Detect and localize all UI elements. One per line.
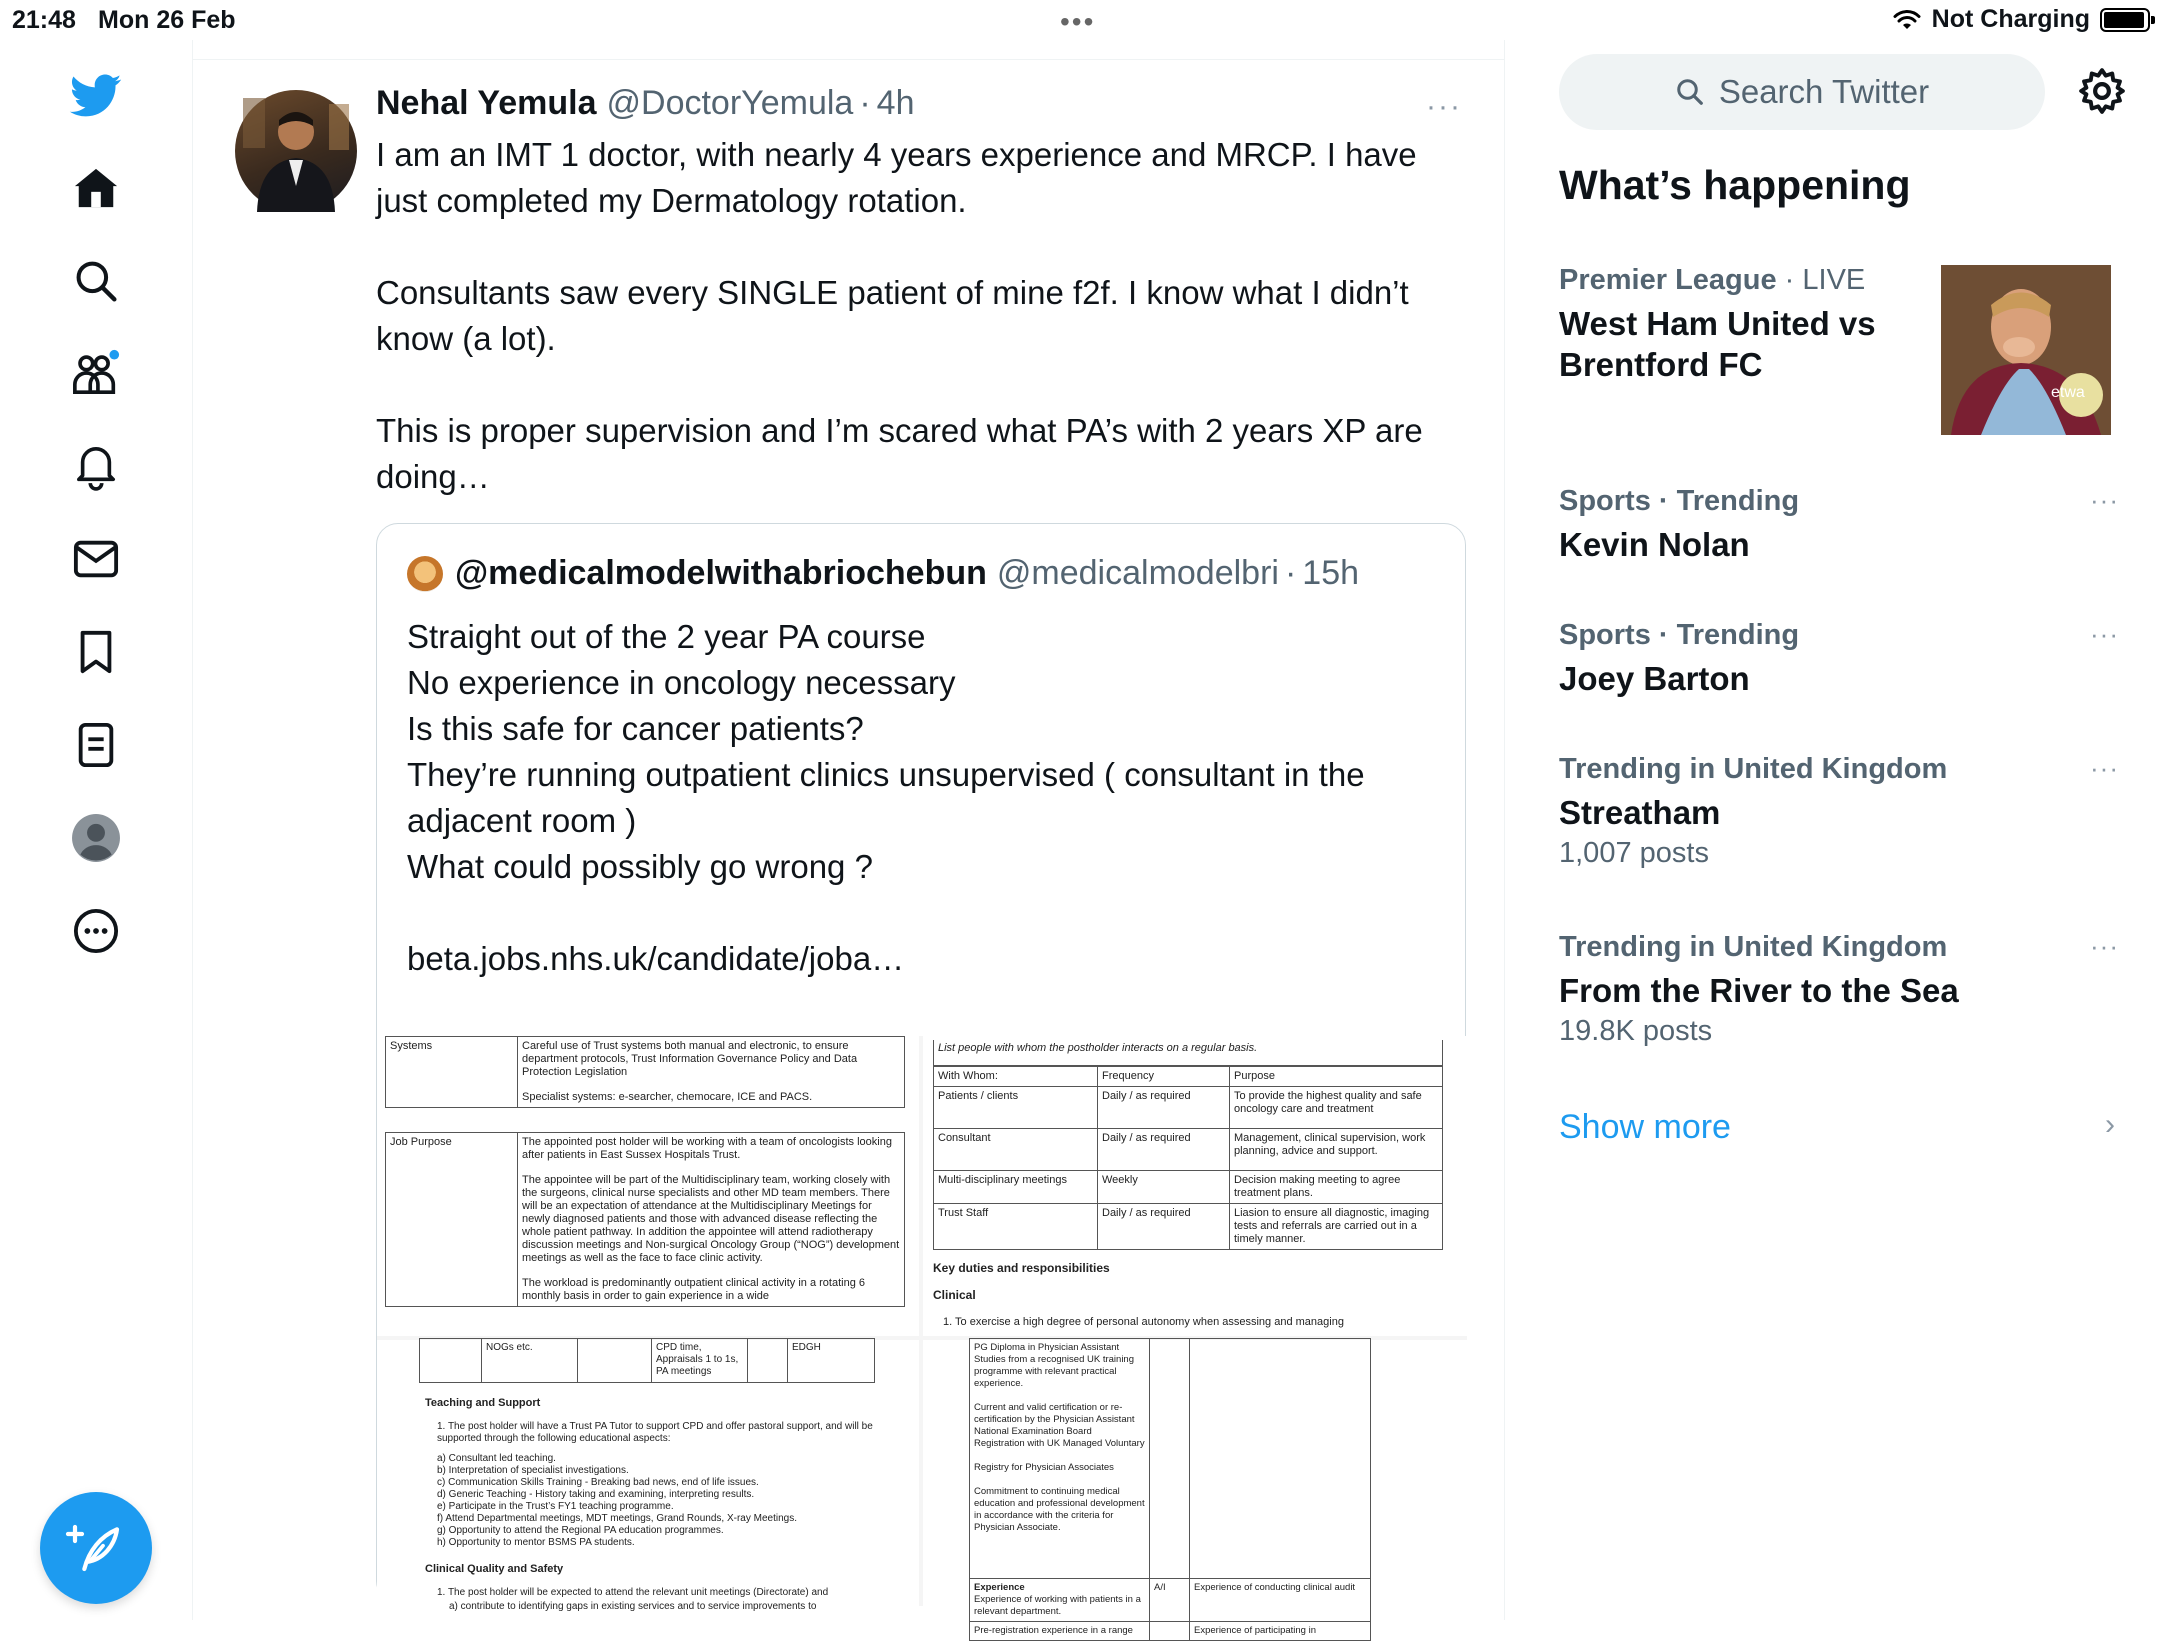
doc-list-item: e) Participate in the Trust’s FY1 teaching programme. bbox=[437, 1501, 674, 1512]
trend-title: From the River to the Sea bbox=[1559, 972, 1959, 1009]
right-sidebar bbox=[1505, 40, 2160, 1620]
doc-text: Current and valid certification or re-certification by the Physician Assistant National Examination Board Registration with UK Managed Voluntary bbox=[974, 1402, 1145, 1449]
live-badge: LIVE bbox=[1802, 264, 1866, 296]
quoted-author-name[interactable]: @medicalmodelwithabriochebun bbox=[455, 554, 987, 592]
doc-heading: Clinical Quality and Safety bbox=[425, 1563, 564, 1575]
quoted-tweet-timestamp[interactable]: 15h bbox=[1302, 554, 1360, 592]
author-name[interactable]: Nehal Yemula bbox=[376, 84, 597, 122]
doc-list-item: b) Interpretation of specialist investigations. bbox=[437, 1465, 629, 1476]
doc-list-item: c) Communication Skills Training - Breaking bad news, end of life issues. bbox=[437, 1477, 759, 1488]
multitasking-dots[interactable]: ••• bbox=[1060, 6, 1096, 37]
quoted-tweet-text bbox=[407, 614, 1447, 982]
quoted-line: They’re running outpatient clinics unsupervised ( consultant in the adjacent room ) bbox=[407, 756, 1365, 839]
quoted-author-handle[interactable]: @medicalmodelbri bbox=[996, 554, 1279, 592]
tweet-more-icon[interactable]: ··· bbox=[1426, 90, 1462, 123]
doc-list-item: h) Opportunity to mentor BSMS PA students. bbox=[437, 1537, 635, 1548]
trend-more-icon[interactable]: ··· bbox=[2090, 485, 2119, 515]
trend-title: Kevin Nolan bbox=[1559, 526, 1750, 563]
profile-avatar-icon[interactable] bbox=[66, 808, 126, 868]
whats-happening-title: What’s happening bbox=[1559, 162, 1911, 208]
doc-cell: To provide the highest quality and safe oncology care and treatment bbox=[1230, 1087, 1443, 1129]
author-avatar[interactable] bbox=[235, 90, 357, 212]
doc-list-item: d) Generic Teaching - History taking and examining, interpreting results. bbox=[437, 1489, 755, 1500]
separator-dot: · bbox=[859, 84, 871, 122]
status-time: 21:48 bbox=[12, 6, 76, 34]
doc-text: Specialist systems: e-searcher, chemocare, ICE and PACS. bbox=[522, 1091, 813, 1103]
doc-cell: Experience of participating in bbox=[1190, 1622, 1371, 1641]
doc-cell: Daily / as required bbox=[1098, 1204, 1230, 1250]
trend-title: Streatham bbox=[1559, 794, 1721, 831]
bookmarks-icon[interactable] bbox=[66, 622, 126, 682]
doc-heading: Key duties and responsibilities bbox=[933, 1261, 1110, 1275]
chevron-right-icon: › bbox=[2105, 1108, 2115, 1141]
notifications-bell-icon[interactable] bbox=[66, 436, 126, 496]
more-options-icon[interactable] bbox=[66, 901, 126, 961]
search-icon bbox=[1675, 77, 1705, 107]
trend-post-count: 1,007 posts bbox=[1559, 837, 1709, 869]
doc-cell: Management, clinical supervision, work planning, advice and support. bbox=[1230, 1129, 1443, 1171]
trend-image[interactable] bbox=[1941, 265, 2111, 435]
trend-post-count: 19.8K posts bbox=[1559, 1015, 1713, 1047]
settings-gear-icon[interactable] bbox=[2077, 66, 2127, 116]
doc-text: Commitment to continuing medical education and professional development in accordance with the criteria for Physician Associate. bbox=[974, 1486, 1145, 1533]
doc-text: 1. The post holder will have a Trust PA Tutor to support CPD and offer pastoral support, and will be supported through the following educational aspects: bbox=[437, 1421, 873, 1444]
doc-heading: Teaching and Support bbox=[425, 1397, 541, 1409]
trend-item[interactable] bbox=[1559, 931, 2119, 1048]
tweet-paragraph: Consultants saw every SINGLE patient of mine f2f. I know what I didn’t know (a lot). bbox=[376, 274, 1409, 357]
doc-cell: Consultant bbox=[934, 1129, 1098, 1171]
doc-cell: Job Purpose bbox=[386, 1133, 518, 1307]
quoted-line: Is this safe for cancer patients? bbox=[407, 710, 864, 747]
trend-meta: Trending in United Kingdom bbox=[1559, 931, 1948, 963]
separator-dot: · bbox=[1284, 554, 1297, 592]
quoted-line: No experience in oncology necessary bbox=[407, 664, 956, 701]
doc-text: 1. The post holder will be expected to attend the relevant unit meetings (Directorate) and bbox=[437, 1587, 829, 1598]
doc-cell: Pre-registration experience in a range bbox=[970, 1622, 1150, 1641]
doc-cell bbox=[518, 1037, 905, 1108]
media-image-1[interactable] bbox=[377, 1036, 919, 1336]
media-image-2[interactable] bbox=[923, 1036, 1467, 1336]
doc-text: Registry for Physician Associates bbox=[974, 1462, 1114, 1473]
doc-text: The appointed post holder will be working with a team of oncologists looking after patients in East Sussex Hospitals Trust. bbox=[522, 1136, 892, 1161]
doc-text: a) contribute to identifying gaps in existing services and to service improvements to bbox=[449, 1601, 817, 1612]
doc-list-item: a) Consultant led teaching. bbox=[437, 1453, 556, 1464]
timeline-column bbox=[193, 40, 1505, 1636]
quoted-author-avatar[interactable] bbox=[407, 556, 443, 592]
doc-cell: Liasion to ensure all diagnostic, imaging tests and referrals are carried out in a timely manner. bbox=[1230, 1204, 1443, 1250]
quoted-line: What could possibly go wrong ? bbox=[407, 848, 873, 885]
trend-item[interactable] bbox=[1559, 485, 2119, 565]
trend-item[interactable] bbox=[1559, 619, 2119, 699]
doc-cell: Patients / clients bbox=[934, 1087, 1098, 1129]
tweet-paragraph: This is proper supervision and I’m scared what PA’s with 2 years XP are doing… bbox=[376, 412, 1423, 495]
tweet-header bbox=[376, 84, 914, 123]
doc-caption: List people with whom the postholder interacts on a regular basis. bbox=[933, 1040, 1443, 1066]
twitter-logo-icon[interactable] bbox=[66, 66, 126, 126]
timeline-header bbox=[193, 40, 1505, 60]
tweet-timestamp[interactable]: 4h bbox=[876, 84, 915, 122]
quoted-line: Straight out of the 2 year PA course bbox=[407, 618, 926, 655]
tweet-text bbox=[376, 132, 1466, 500]
quoted-tweet-card[interactable] bbox=[376, 523, 1466, 1636]
trend-more-icon[interactable]: ··· bbox=[2090, 619, 2119, 649]
search-icon[interactable] bbox=[66, 251, 126, 311]
media-image-3[interactable] bbox=[377, 1340, 919, 1612]
svg-text:etwa: etwa bbox=[2051, 384, 2085, 401]
trend-meta: Sports · Trending bbox=[1559, 485, 1800, 517]
status-right bbox=[1892, 5, 2150, 34]
compose-feather-icon bbox=[68, 1520, 124, 1576]
doc-cell bbox=[970, 1339, 1150, 1579]
doc-header-cell: With Whom: bbox=[934, 1067, 1098, 1087]
wifi-icon bbox=[1892, 8, 1922, 32]
status-date: Mon 26 Feb bbox=[98, 6, 236, 34]
trend-item[interactable] bbox=[1559, 753, 2119, 870]
trend-meta: Sports · Trending bbox=[1559, 619, 1800, 651]
doc-header-cell: Frequency bbox=[1098, 1067, 1230, 1087]
charging-status: Not Charging bbox=[1931, 5, 2090, 33]
doc-cell: Experience of conducting clinical audit bbox=[1190, 1579, 1371, 1622]
doc-cell: NOGs etc. bbox=[482, 1339, 578, 1383]
doc-list-item: f) Attend Departmental meetings, MDT meetings, Grand Rounds, X-ray Meetings. bbox=[437, 1513, 797, 1524]
doc-text: The appointee will be part of the Multidisciplinary team, working closely with the surgeons, clinical nurse specialists and other MD team members. There will be an expectation of attendance at the Multidisciplinary Meetings for newly diagnosed patients and those with advanced disease reflecting the whole patient pathway. In addition the appointee will attend radiotherapy discussion meetings and Non-surgical Oncology Group (“NOG”) development meetings as well as the face to face clinic activity. bbox=[522, 1174, 900, 1264]
quoted-tweet-header bbox=[407, 554, 1359, 593]
doc-text: 1. To exercise a high degree of personal autonomy when assessing and managing bbox=[943, 1316, 1344, 1328]
doc-cell: Decision making meeting to agree treatment plans. bbox=[1230, 1171, 1443, 1204]
doc-cell: Weekly bbox=[1098, 1171, 1230, 1204]
doc-text: The workload is predominantly outpatient clinical activity in a rotating 6 monthly basis in order to gain experience in a wide bbox=[522, 1277, 866, 1302]
doc-heading: Clinical bbox=[933, 1288, 976, 1302]
status-bar bbox=[0, 0, 2160, 40]
doc-cell: Daily / as required bbox=[1098, 1087, 1230, 1129]
doc-cell: CPD time, Appraisals 1 to 1s, PA meetings bbox=[652, 1339, 748, 1383]
doc-text: Careful use of Trust systems both manual and electronic, to ensure department protocols, Trust Information Governance Policy and Data Protection Legislation bbox=[522, 1040, 858, 1078]
doc-cell: Daily / as required bbox=[1098, 1129, 1230, 1171]
author-handle[interactable]: @DoctorYemula bbox=[606, 84, 854, 122]
compose-tweet-button[interactable] bbox=[40, 1492, 152, 1604]
trend-more-icon[interactable]: ··· bbox=[2090, 753, 2119, 783]
doc-cell: EDGH bbox=[788, 1339, 875, 1383]
lists-icon[interactable] bbox=[66, 715, 126, 775]
doc-cell bbox=[970, 1579, 1150, 1622]
trend-category: Premier League bbox=[1559, 264, 1777, 296]
tweet-paragraph: I am an IMT 1 doctor, with nearly 4 years experience and MRCP. I have just completed my Dermatology rotation. bbox=[376, 136, 1417, 219]
doc-list-item: g) Opportunity to attend the Regional PA education programmes. bbox=[437, 1525, 724, 1536]
quoted-media-grid bbox=[377, 1036, 1467, 1636]
trend-more-icon[interactable]: ··· bbox=[2090, 931, 2119, 961]
search-placeholder: Search Twitter bbox=[1718, 73, 1930, 110]
search-input[interactable] bbox=[1559, 54, 2045, 130]
doc-cell: Systems bbox=[386, 1037, 518, 1108]
home-icon[interactable] bbox=[66, 158, 126, 218]
doc-cell: Multi-disciplinary meetings bbox=[934, 1171, 1098, 1204]
media-image-4[interactable] bbox=[923, 1340, 1467, 1636]
show-more-link[interactable]: Show more bbox=[1559, 1108, 1731, 1146]
doc-cell: Trust Staff bbox=[934, 1204, 1098, 1250]
doc-cell bbox=[518, 1133, 905, 1307]
quoted-link[interactable]: beta.jobs.nhs.uk/candidate/joba… bbox=[407, 940, 905, 977]
doc-header-cell: Purpose bbox=[1230, 1067, 1443, 1087]
doc-text: Experience of working with patients in a relevant department. bbox=[974, 1594, 1141, 1617]
doc-cell: A/I bbox=[1150, 1579, 1190, 1622]
doc-text: Experience bbox=[974, 1582, 1025, 1593]
separator-dot: · bbox=[1776, 264, 1803, 296]
doc-text: PG Diploma in Physician Assistant Studies from a recognised UK training programme with relevant practical experience. bbox=[974, 1342, 1134, 1389]
trend-title: West Ham United vs Brentford FC bbox=[1559, 305, 1876, 383]
left-navigation bbox=[0, 40, 193, 1620]
messages-envelope-icon[interactable] bbox=[66, 529, 126, 589]
battery-icon bbox=[2100, 8, 2150, 32]
communities-icon[interactable] bbox=[66, 343, 126, 403]
trend-meta: Trending in United Kingdom bbox=[1559, 753, 1948, 785]
trend-title: Joey Barton bbox=[1559, 660, 1750, 697]
